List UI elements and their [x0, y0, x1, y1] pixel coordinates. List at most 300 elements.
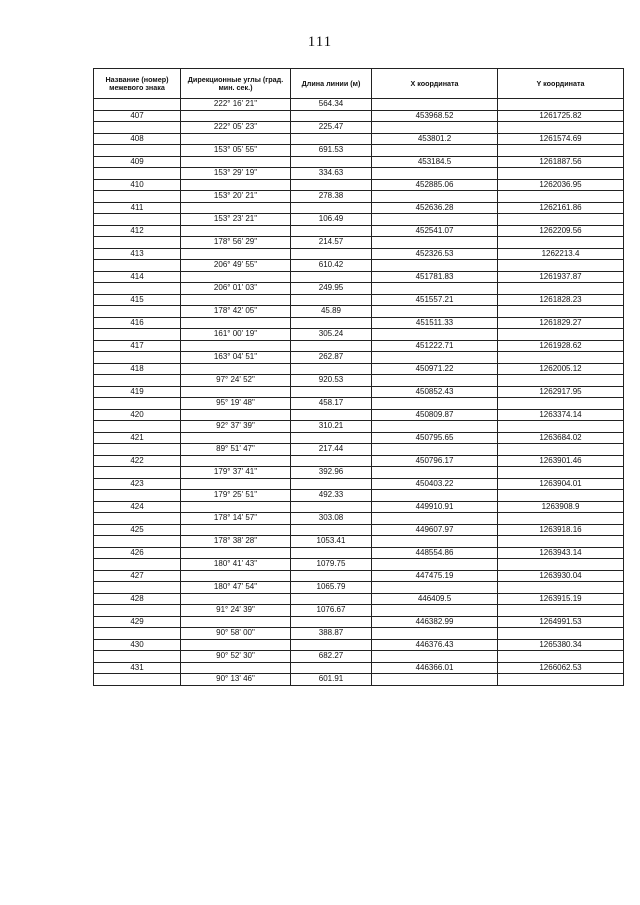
marker-name-cell — [94, 559, 181, 571]
y-coordinate-cell — [498, 421, 624, 433]
x-coordinate-cell — [372, 421, 498, 433]
table-row — [94, 651, 624, 663]
table-row — [94, 513, 624, 525]
y-coordinate-cell: 1263908.9 — [498, 501, 624, 513]
marker-name-cell: 419 — [94, 386, 181, 398]
y-coordinate-cell — [498, 605, 624, 617]
line-length-cell: 305.24 — [291, 329, 372, 341]
y-coordinate-cell: 1261574.69 — [498, 133, 624, 145]
direction-angle-cell: 90° 52' 30" — [181, 651, 291, 663]
table-row — [94, 294, 624, 306]
marker-name-cell: 427 — [94, 570, 181, 582]
x-coordinate-cell — [372, 283, 498, 295]
x-coordinate-cell: 451557.21 — [372, 294, 498, 306]
line-length-cell — [291, 616, 372, 628]
direction-angle-cell — [181, 248, 291, 260]
line-length-cell — [291, 271, 372, 283]
y-coordinate-cell — [498, 168, 624, 180]
y-coordinate-cell: 1261887.56 — [498, 156, 624, 168]
x-coordinate-cell — [372, 398, 498, 410]
table-row — [94, 340, 624, 352]
marker-name-cell — [94, 168, 181, 180]
header-y-coordinate: Y координата — [498, 69, 624, 99]
table-row — [94, 616, 624, 628]
line-length-cell: 920.53 — [291, 375, 372, 387]
coordinates-table — [93, 68, 624, 686]
direction-angle-cell — [181, 179, 291, 191]
header-x-coordinate: X координата — [372, 69, 498, 99]
table-row — [94, 283, 624, 295]
y-coordinate-cell: 1264991.53 — [498, 616, 624, 628]
line-length-cell — [291, 524, 372, 536]
line-length-cell: 45.89 — [291, 306, 372, 318]
x-coordinate-cell: 446409.5 — [372, 593, 498, 605]
direction-angle-cell: 89° 51' 47" — [181, 444, 291, 456]
table-row — [94, 570, 624, 582]
line-length-cell — [291, 294, 372, 306]
marker-name-cell — [94, 329, 181, 341]
direction-angle-cell: 222° 16' 21" — [181, 99, 291, 111]
y-coordinate-cell: 1261937.87 — [498, 271, 624, 283]
x-coordinate-cell — [372, 214, 498, 226]
marker-name-cell: 414 — [94, 271, 181, 283]
marker-name-cell: 422 — [94, 455, 181, 467]
line-length-cell — [291, 501, 372, 513]
y-coordinate-cell: 1262161.86 — [498, 202, 624, 214]
line-length-cell: 691.53 — [291, 145, 372, 157]
marker-name-cell — [94, 375, 181, 387]
direction-angle-cell: 180° 47' 54" — [181, 582, 291, 594]
y-coordinate-cell — [498, 122, 624, 134]
table-row — [94, 559, 624, 571]
x-coordinate-cell — [372, 559, 498, 571]
direction-angle-cell — [181, 547, 291, 559]
y-coordinate-cell: 1263915.19 — [498, 593, 624, 605]
marker-name-cell — [94, 444, 181, 456]
marker-name-cell — [94, 674, 181, 686]
x-coordinate-cell: 452326.53 — [372, 248, 498, 260]
x-coordinate-cell: 451781.83 — [372, 271, 498, 283]
direction-angle-cell — [181, 110, 291, 122]
header-marker-name: Название (номер) межевого знака — [94, 69, 181, 99]
table-row — [94, 329, 624, 341]
y-coordinate-cell: 1263901.46 — [498, 455, 624, 467]
line-length-cell — [291, 133, 372, 145]
table-row — [94, 306, 624, 318]
marker-name-cell: 430 — [94, 639, 181, 651]
marker-name-cell — [94, 191, 181, 203]
line-length-cell: 492.33 — [291, 490, 372, 502]
direction-angle-cell — [181, 340, 291, 352]
line-length-cell: 303.08 — [291, 513, 372, 525]
x-coordinate-cell — [372, 168, 498, 180]
marker-name-cell — [94, 651, 181, 663]
line-length-cell: 392.96 — [291, 467, 372, 479]
y-coordinate-cell — [498, 513, 624, 525]
line-length-cell: 1079.75 — [291, 559, 372, 571]
marker-name-cell: 421 — [94, 432, 181, 444]
table-row — [94, 99, 624, 111]
marker-name-cell: 407 — [94, 110, 181, 122]
x-coordinate-cell: 452541.07 — [372, 225, 498, 237]
marker-name-cell — [94, 122, 181, 134]
direction-angle-cell — [181, 455, 291, 467]
y-coordinate-cell — [498, 398, 624, 410]
x-coordinate-cell — [372, 444, 498, 456]
direction-angle-cell: 153° 20' 21" — [181, 191, 291, 203]
table-header — [94, 69, 624, 99]
direction-angle-cell: 90° 58' 00" — [181, 628, 291, 640]
marker-name-cell: 431 — [94, 662, 181, 674]
direction-angle-cell — [181, 662, 291, 674]
y-coordinate-cell — [498, 444, 624, 456]
table-row — [94, 662, 624, 674]
line-length-cell: 458.17 — [291, 398, 372, 410]
table-row — [94, 467, 624, 479]
x-coordinate-cell: 450796.17 — [372, 455, 498, 467]
direction-angle-cell — [181, 294, 291, 306]
table-row — [94, 363, 624, 375]
x-coordinate-cell: 453801.2 — [372, 133, 498, 145]
line-length-cell — [291, 156, 372, 168]
marker-name-cell: 429 — [94, 616, 181, 628]
marker-name-cell — [94, 536, 181, 548]
marker-name-cell: 411 — [94, 202, 181, 214]
table-row — [94, 674, 624, 686]
direction-angle-cell — [181, 639, 291, 651]
marker-name-cell: 408 — [94, 133, 181, 145]
direction-angle-cell: 222° 05' 23" — [181, 122, 291, 134]
direction-angle-cell — [181, 317, 291, 329]
x-coordinate-cell — [372, 513, 498, 525]
direction-angle-cell: 153° 29' 19" — [181, 168, 291, 180]
line-length-cell — [291, 570, 372, 582]
marker-name-cell: 417 — [94, 340, 181, 352]
table-row — [94, 191, 624, 203]
x-coordinate-cell: 449607.97 — [372, 524, 498, 536]
y-coordinate-cell: 1262209.56 — [498, 225, 624, 237]
x-coordinate-cell: 451222.71 — [372, 340, 498, 352]
x-coordinate-cell — [372, 352, 498, 364]
line-length-cell: 564.34 — [291, 99, 372, 111]
line-length-cell — [291, 662, 372, 674]
marker-name-cell — [94, 605, 181, 617]
line-length-cell — [291, 317, 372, 329]
line-length-cell — [291, 340, 372, 352]
table-row — [94, 409, 624, 421]
x-coordinate-cell: 450809.87 — [372, 409, 498, 421]
y-coordinate-cell — [498, 329, 624, 341]
line-length-cell: 214.57 — [291, 237, 372, 249]
y-coordinate-cell: 1261829.27 — [498, 317, 624, 329]
direction-angle-cell: 97° 24' 52" — [181, 375, 291, 387]
direction-angle-cell: 178° 14' 57" — [181, 513, 291, 525]
marker-name-cell — [94, 306, 181, 318]
table-body — [94, 99, 624, 686]
table-row — [94, 260, 624, 272]
line-length-cell: 278.38 — [291, 191, 372, 203]
direction-angle-cell: 163° 04' 51" — [181, 352, 291, 364]
x-coordinate-cell: 450852.43 — [372, 386, 498, 398]
direction-angle-cell: 90° 13' 46" — [181, 674, 291, 686]
table-row — [94, 317, 624, 329]
x-coordinate-cell: 453968.52 — [372, 110, 498, 122]
x-coordinate-cell — [372, 651, 498, 663]
table-row — [94, 145, 624, 157]
direction-angle-cell: 178° 38' 28" — [181, 536, 291, 548]
marker-name-cell: 428 — [94, 593, 181, 605]
x-coordinate-cell — [372, 99, 498, 111]
y-coordinate-cell — [498, 628, 624, 640]
x-coordinate-cell: 450971.22 — [372, 363, 498, 375]
table-row — [94, 133, 624, 145]
y-coordinate-cell — [498, 536, 624, 548]
line-length-cell — [291, 386, 372, 398]
x-coordinate-cell: 446382.99 — [372, 616, 498, 628]
direction-angle-cell — [181, 501, 291, 513]
marker-name-cell — [94, 421, 181, 433]
x-coordinate-cell — [372, 145, 498, 157]
table-row — [94, 547, 624, 559]
direction-angle-cell: 161° 00' 19" — [181, 329, 291, 341]
marker-name-cell — [94, 352, 181, 364]
marker-name-cell — [94, 398, 181, 410]
marker-name-cell: 412 — [94, 225, 181, 237]
y-coordinate-cell: 1261828.23 — [498, 294, 624, 306]
marker-name-cell — [94, 237, 181, 249]
y-coordinate-cell: 1265380.34 — [498, 639, 624, 651]
x-coordinate-cell — [372, 375, 498, 387]
direction-angle-cell — [181, 156, 291, 168]
line-length-cell — [291, 547, 372, 559]
table-row — [94, 444, 624, 456]
direction-angle-cell: 206° 49' 55" — [181, 260, 291, 272]
line-length-cell: 262.87 — [291, 352, 372, 364]
marker-name-cell: 420 — [94, 409, 181, 421]
y-coordinate-cell — [498, 306, 624, 318]
y-coordinate-cell — [498, 651, 624, 663]
x-coordinate-cell — [372, 122, 498, 134]
table-row — [94, 421, 624, 433]
table-row — [94, 524, 624, 536]
line-length-cell: 334.63 — [291, 168, 372, 180]
x-coordinate-cell — [372, 536, 498, 548]
table-row — [94, 271, 624, 283]
table-row — [94, 248, 624, 260]
line-length-cell: 682.27 — [291, 651, 372, 663]
marker-name-cell: 410 — [94, 179, 181, 191]
direction-angle-cell — [181, 133, 291, 145]
y-coordinate-cell — [498, 145, 624, 157]
y-coordinate-cell — [498, 490, 624, 502]
table-row — [94, 501, 624, 513]
line-length-cell — [291, 110, 372, 122]
line-length-cell: 310.21 — [291, 421, 372, 433]
line-length-cell — [291, 455, 372, 467]
y-coordinate-cell — [498, 674, 624, 686]
table-row — [94, 225, 624, 237]
direction-angle-cell — [181, 524, 291, 536]
marker-name-cell: 426 — [94, 547, 181, 559]
table-row — [94, 179, 624, 191]
direction-angle-cell — [181, 225, 291, 237]
y-coordinate-cell: 1262036.95 — [498, 179, 624, 191]
table-row — [94, 593, 624, 605]
marker-name-cell — [94, 490, 181, 502]
line-length-cell: 217.44 — [291, 444, 372, 456]
line-length-cell: 249.95 — [291, 283, 372, 295]
direction-angle-cell — [181, 616, 291, 628]
direction-angle-cell: 153° 23' 21" — [181, 214, 291, 226]
header-row — [94, 69, 624, 99]
line-length-cell: 610.42 — [291, 260, 372, 272]
direction-angle-cell: 180° 41' 43" — [181, 559, 291, 571]
line-length-cell — [291, 409, 372, 421]
marker-name-cell — [94, 513, 181, 525]
table-row — [94, 110, 624, 122]
header-line-length: Длина линии (м) — [291, 69, 372, 99]
line-length-cell: 1053.41 — [291, 536, 372, 548]
x-coordinate-cell — [372, 582, 498, 594]
x-coordinate-cell — [372, 329, 498, 341]
direction-angle-cell: 95° 19' 48" — [181, 398, 291, 410]
direction-angle-cell — [181, 593, 291, 605]
line-length-cell — [291, 363, 372, 375]
direction-angle-cell — [181, 363, 291, 375]
page-number: 111 — [307, 34, 333, 50]
y-coordinate-cell: 1263918.16 — [498, 524, 624, 536]
marker-name-cell — [94, 145, 181, 157]
y-coordinate-cell: 1262213.4 — [498, 248, 624, 260]
line-length-cell — [291, 639, 372, 651]
y-coordinate-cell — [498, 375, 624, 387]
marker-name-cell: 413 — [94, 248, 181, 260]
table-row — [94, 375, 624, 387]
x-coordinate-cell: 450795.65 — [372, 432, 498, 444]
y-coordinate-cell — [498, 191, 624, 203]
direction-angle-cell — [181, 570, 291, 582]
y-coordinate-cell: 1263904.01 — [498, 478, 624, 490]
direction-angle-cell: 153° 05' 55" — [181, 145, 291, 157]
x-coordinate-cell: 452636.28 — [372, 202, 498, 214]
y-coordinate-cell — [498, 559, 624, 571]
marker-name-cell: 424 — [94, 501, 181, 513]
marker-name-cell: 418 — [94, 363, 181, 375]
y-coordinate-cell — [498, 582, 624, 594]
y-coordinate-cell: 1261928.62 — [498, 340, 624, 352]
direction-angle-cell — [181, 478, 291, 490]
y-coordinate-cell: 1266062.53 — [498, 662, 624, 674]
marker-name-cell — [94, 628, 181, 640]
table-row — [94, 168, 624, 180]
marker-name-cell: 425 — [94, 524, 181, 536]
marker-name-cell: 416 — [94, 317, 181, 329]
y-coordinate-cell — [498, 467, 624, 479]
table-row — [94, 605, 624, 617]
x-coordinate-cell: 447475.19 — [372, 570, 498, 582]
y-coordinate-cell — [498, 260, 624, 272]
y-coordinate-cell: 1263374.14 — [498, 409, 624, 421]
table-row — [94, 455, 624, 467]
line-length-cell — [291, 432, 372, 444]
line-length-cell: 601.91 — [291, 674, 372, 686]
table-row — [94, 432, 624, 444]
table-row — [94, 237, 624, 249]
marker-name-cell — [94, 260, 181, 272]
marker-name-cell: 409 — [94, 156, 181, 168]
direction-angle-cell — [181, 386, 291, 398]
table-row — [94, 122, 624, 134]
x-coordinate-cell — [372, 628, 498, 640]
y-coordinate-cell — [498, 214, 624, 226]
table-row — [94, 478, 624, 490]
x-coordinate-cell — [372, 191, 498, 203]
y-coordinate-cell — [498, 352, 624, 364]
marker-name-cell: 415 — [94, 294, 181, 306]
table-row — [94, 156, 624, 168]
line-length-cell — [291, 179, 372, 191]
line-length-cell: 388.87 — [291, 628, 372, 640]
line-length-cell: 1065.79 — [291, 582, 372, 594]
x-coordinate-cell: 446366.01 — [372, 662, 498, 674]
x-coordinate-cell: 453184.5 — [372, 156, 498, 168]
x-coordinate-cell — [372, 237, 498, 249]
table-row — [94, 202, 624, 214]
line-length-cell: 1076.67 — [291, 605, 372, 617]
table-row — [94, 398, 624, 410]
table-row — [94, 536, 624, 548]
line-length-cell: 225.47 — [291, 122, 372, 134]
marker-name-cell — [94, 467, 181, 479]
direction-angle-cell: 92° 37' 39" — [181, 421, 291, 433]
x-coordinate-cell — [372, 674, 498, 686]
table-row — [94, 628, 624, 640]
y-coordinate-cell — [498, 283, 624, 295]
line-length-cell — [291, 225, 372, 237]
table-row — [94, 639, 624, 651]
direction-angle-cell: 206° 01' 03" — [181, 283, 291, 295]
direction-angle-cell — [181, 409, 291, 421]
marker-name-cell — [94, 283, 181, 295]
header-direction-angle: Дирекционные углы (град. мин. сек.) — [181, 69, 291, 99]
table-row — [94, 352, 624, 364]
direction-angle-cell: 178° 56' 29" — [181, 237, 291, 249]
direction-angle-cell — [181, 271, 291, 283]
y-coordinate-cell: 1261725.82 — [498, 110, 624, 122]
x-coordinate-cell — [372, 306, 498, 318]
table-row — [94, 214, 624, 226]
table-row — [94, 386, 624, 398]
x-coordinate-cell: 450403.22 — [372, 478, 498, 490]
direction-angle-cell: 178° 42' 05" — [181, 306, 291, 318]
y-coordinate-cell — [498, 237, 624, 249]
line-length-cell — [291, 248, 372, 260]
direction-angle-cell — [181, 202, 291, 214]
line-length-cell — [291, 202, 372, 214]
table-row — [94, 490, 624, 502]
direction-angle-cell — [181, 432, 291, 444]
direction-angle-cell: 91° 24' 39" — [181, 605, 291, 617]
direction-angle-cell: 179° 37' 41" — [181, 467, 291, 479]
table-row — [94, 582, 624, 594]
x-coordinate-cell: 451511.33 — [372, 317, 498, 329]
x-coordinate-cell: 446376.43 — [372, 639, 498, 651]
marker-name-cell — [94, 99, 181, 111]
x-coordinate-cell — [372, 467, 498, 479]
direction-angle-cell: 179° 25' 51" — [181, 490, 291, 502]
y-coordinate-cell — [498, 99, 624, 111]
x-coordinate-cell: 448554.86 — [372, 547, 498, 559]
